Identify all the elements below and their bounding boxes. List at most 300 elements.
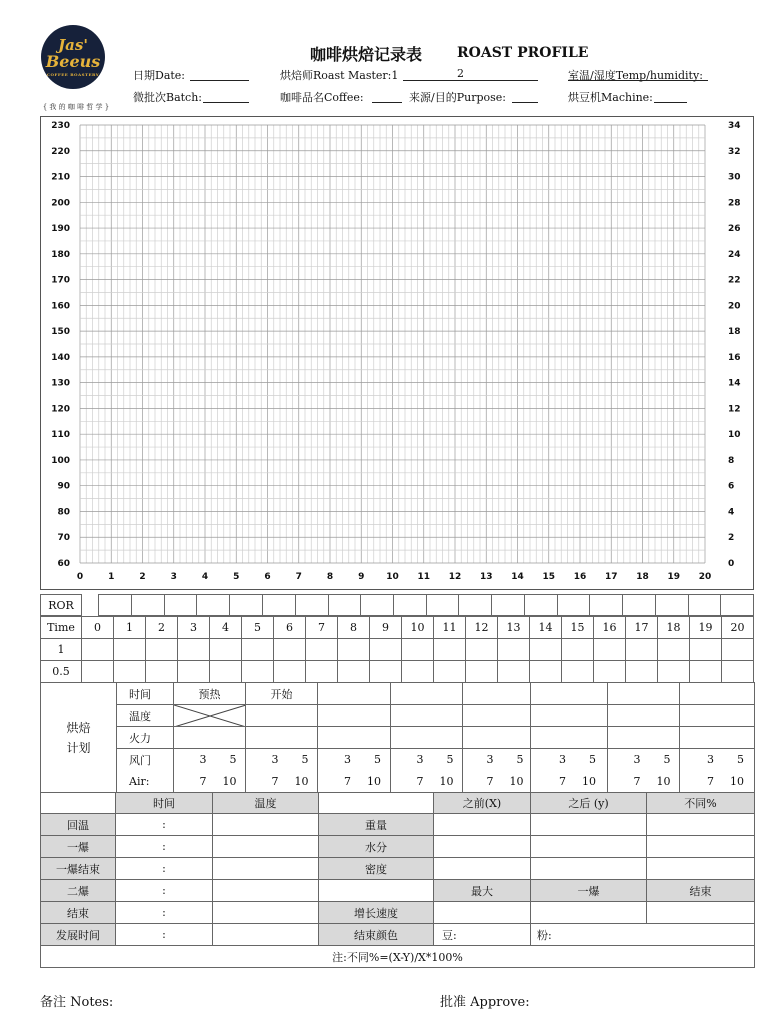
air-values-high: 10 [582,774,596,788]
air-values[interactable] [246,771,318,793]
ror-cell[interactable] [590,595,623,616]
room-temp-field[interactable] [568,80,708,81]
roast-plan-label-line2: 计划 [66,740,91,755]
ror-value-cell[interactable] [530,639,562,661]
ror-value-cell[interactable] [594,639,626,661]
ror-row-label-1: 1 [41,639,82,661]
x-tick-label: 16 [573,572,587,582]
x-tick-label: 11 [417,572,431,582]
formula-note: 注:不同%=(X-Y)/X*100% [41,946,755,968]
plan-fire-cell[interactable] [680,727,755,749]
measure-end-color: 结束颜色 [319,924,434,946]
ror-value-cell[interactable] [466,661,498,683]
plan-time-cell[interactable] [531,683,608,705]
y-right-tick-label: 32 [728,146,741,157]
x-tick-label: 13 [479,572,493,582]
air-values-high: 10 [509,774,524,788]
event-reheat: 回温 [41,814,116,836]
y-right-tick-label: 18 [728,327,741,338]
summary-col-temp: 温度 [213,793,319,814]
x-tick-label: 19 [667,572,681,582]
damper-values-high: 5 [374,753,381,767]
roast-master-2-label: 2 [457,67,464,80]
event-time-cell[interactable]: : [116,858,213,880]
x-tick-label: 8 [326,572,334,582]
plan-time-cell[interactable] [608,683,680,705]
plan-time-cell[interactable] [680,683,755,705]
y-right-tick-label: 20 [728,301,741,312]
col-end: 结束 [647,880,755,902]
y-left-tick-label: 150 [51,327,70,338]
summary-table [40,792,755,968]
logo-text-line3: COFFEE ROASTERY [46,72,100,77]
ror-value-cell[interactable] [338,661,370,683]
event-development-time: 发展时间 [41,924,116,946]
air-values-low: 7 [344,774,351,788]
ror-value-cell[interactable] [370,639,402,661]
ror-value-cell[interactable] [402,639,434,661]
y-left-tick-label: 60 [57,559,70,569]
ror-value-cell[interactable] [530,661,562,683]
time-header-18: 18 [658,617,690,639]
roast-plan-table [40,682,755,793]
ror-value-cell[interactable] [498,661,530,683]
damper-values-low: 3 [707,753,714,767]
ror-value-cell[interactable] [434,639,466,661]
damper-values-high: 5 [446,753,454,767]
air-values-low: 7 [416,774,424,788]
damper-values[interactable] [318,749,391,771]
coffee-label: 咖啡品名Coffee: [280,91,364,104]
ror-cell[interactable] [230,595,263,616]
x-tick-label: 17 [604,572,618,582]
ror-value-cell[interactable] [274,639,306,661]
x-tick-label: 15 [542,572,556,582]
air-values-low: 7 [199,774,207,788]
y-left-tick-label: 220 [51,146,70,157]
air-values[interactable] [391,771,463,793]
ror-cell [82,595,99,616]
damper-values-high: 5 [589,753,596,767]
plan-temp-cell[interactable] [463,705,531,727]
ror-cell[interactable] [525,595,558,616]
y-right-tick-label: 16 [728,352,741,363]
plan-preheat-temp-crossed [174,705,246,727]
time-table [40,616,754,683]
damper-values-low: 3 [486,753,494,767]
time-header-11: 11 [434,617,466,639]
event-second-crack: 二爆 [41,880,116,902]
ror-table [40,594,754,616]
x-tick-label: 3 [170,572,177,582]
time-header-15: 15 [562,617,594,639]
time-header-8: 8 [338,617,370,639]
plan-row-fire: 火力 [117,727,174,749]
time-label: Time [41,617,82,639]
roast-plan-label [41,683,117,793]
roast-chart [40,116,754,590]
page-title-en: ROAST PROFILE [457,45,589,61]
y-left-tick-label: 160 [51,301,70,312]
air-values[interactable] [531,771,608,793]
ror-value-cell[interactable] [146,639,178,661]
ror-value-cell[interactable] [306,639,338,661]
x-tick-label: 0 [76,572,84,582]
time-header-0: 0 [82,617,114,639]
roast-master-label: 烘焙师Roast Master:1 [280,69,399,82]
ror-value-cell[interactable] [626,661,658,683]
ror-value-cell[interactable] [146,661,178,683]
ror-cell[interactable] [296,595,329,616]
time-header-12: 12 [466,617,498,639]
y-right-tick-label: 22 [728,275,741,286]
batch-field[interactable] [203,102,249,103]
plan-fire-cell[interactable] [246,727,318,749]
y-right-tick-label: 4 [728,507,735,518]
y-right-tick-label: 6 [728,481,735,492]
air-values[interactable] [318,771,391,793]
event-time-cell[interactable]: : [116,924,213,946]
logo-tagline: { 我 的 咖 啡 哲 学 } [42,103,110,111]
air-values[interactable] [680,771,755,793]
measure-before-cell[interactable] [434,814,531,836]
ror-cell[interactable] [99,595,132,616]
event-temp-cell[interactable] [213,858,319,880]
time-header-1: 1 [114,617,146,639]
plan-temp-cell[interactable] [531,705,608,727]
y-left-tick-label: 180 [51,249,70,260]
ror-cell[interactable] [558,595,590,616]
y-right-tick-label: 14 [728,378,741,389]
plan-temp-cell[interactable] [318,705,391,727]
x-tick-label: 18 [636,572,649,582]
y-left-tick-label: 70 [57,533,70,544]
y-left-tick-label: 140 [51,352,70,363]
y-right-tick-label: 10 [728,430,741,441]
time-header-2: 2 [146,617,178,639]
damper-values-low: 3 [271,753,279,767]
machine-label: 烘豆机Machine: [568,91,653,104]
x-tick-label: 1 [108,572,115,582]
air-values[interactable] [463,771,531,793]
x-tick-label: 20 [698,572,712,582]
measure-after-cell[interactable] [531,836,647,858]
damper-values[interactable] [463,749,531,771]
y-right-tick-label: 0 [728,559,735,569]
damper-values[interactable] [680,749,755,771]
y-left-tick-label: 230 [51,121,70,131]
y-right-tick-label: 30 [728,172,741,183]
air-values-high: 10 [367,774,381,788]
damper-values-low: 3 [559,753,566,767]
air-values-low: 7 [559,774,566,788]
y-left-tick-label: 110 [51,430,70,441]
ror-value-cell[interactable] [274,661,306,683]
ror-value-cell[interactable] [242,661,274,683]
time-header-17: 17 [626,617,658,639]
plan-fire-cell[interactable] [608,727,680,749]
roast-master-field[interactable] [403,80,538,81]
air-values-low: 7 [486,774,494,788]
damper-values[interactable] [174,749,246,771]
ror-value-cell[interactable] [370,661,402,683]
ror-value-cell[interactable] [434,661,466,683]
col-first-crack: 一爆 [531,880,647,902]
plan-time-cell[interactable] [391,683,463,705]
time-header-16: 16 [594,617,626,639]
x-tick-label: 4 [201,572,209,582]
ror-value-cell[interactable] [114,639,146,661]
ror-value-cell[interactable] [178,639,210,661]
plan-temp-cell[interactable] [391,705,463,727]
measure-diff-cell[interactable] [647,858,755,880]
damper-values-high: 5 [737,753,744,767]
air-values-high: 10 [439,774,454,788]
ror-value-cell[interactable] [626,639,658,661]
ror-label: ROR [41,595,82,616]
time-header-3: 3 [178,617,210,639]
ror-cell[interactable] [623,595,656,616]
summary-col-time: 时间 [116,793,213,814]
ror-cell[interactable] [459,595,492,616]
plan-temp-cell[interactable] [680,705,755,727]
summary-col-after: 之后 (y) [531,793,647,814]
ror-cell[interactable] [492,595,525,616]
air-values-low: 7 [707,774,714,788]
page-title-cn: 咖啡烘焙记录表 [310,45,423,64]
measure-weight: 重量 [319,814,434,836]
growth-fc-cell[interactable] [531,902,647,924]
air-values-high: 10 [294,774,309,788]
time-header-6: 6 [274,617,306,639]
time-header-20: 20 [722,617,754,639]
measure-blank [319,880,434,902]
plan-fire-cell[interactable] [174,727,246,749]
damper-values[interactable] [531,749,608,771]
logo-text-line1: Jas' [58,36,88,54]
roast-plan-label-line1: 烘焙 [66,720,91,735]
approve-label: 批准 Approve: [440,995,530,1010]
damper-values-low: 3 [416,753,424,767]
damper-values-high: 5 [229,753,237,767]
ror-cell[interactable] [427,595,459,616]
x-tick-label: 5 [233,572,240,582]
damper-values-low: 3 [344,753,351,767]
y-right-tick-label: 2 [728,533,735,544]
growth-end-cell[interactable] [647,902,755,924]
event-temp-cell[interactable] [213,836,319,858]
event-first-crack: 一爆 [41,836,116,858]
damper-values[interactable] [246,749,318,771]
damper-values[interactable] [608,749,680,771]
notes-label: 备注 Notes: [40,995,114,1010]
ror-value-cell[interactable] [594,661,626,683]
event-end: 结束 [41,902,116,924]
growth-max-cell[interactable] [434,902,531,924]
damper-values-high: 5 [301,753,309,767]
ror-value-cell[interactable] [82,639,114,661]
air-values-high: 10 [656,774,671,788]
plan-start: 开始 [246,683,318,705]
ror-value-cell[interactable] [82,661,114,683]
event-temp-cell[interactable] [213,902,319,924]
ror-value-cell[interactable] [722,661,754,683]
air-values-low: 7 [271,774,279,788]
date-label: 日期Date: [133,69,186,82]
ror-value-cell[interactable] [690,661,722,683]
ror-value-cell[interactable] [466,639,498,661]
summary-col-diff: 不同% [647,793,755,814]
ror-cell[interactable] [361,595,394,616]
x-tick-label: 9 [358,572,365,582]
plan-preheat: 预热 [174,683,246,705]
x-tick-label: 2 [139,572,146,582]
y-left-tick-label: 200 [51,198,70,209]
y-right-tick-label: 24 [728,249,741,260]
brand-logo [38,22,114,117]
ror-cell[interactable] [689,595,721,616]
ror-value-cell[interactable] [658,661,690,683]
plan-row-time: 时间 [117,683,174,705]
y-right-tick-label: 12 [728,404,741,415]
end-color-bean[interactable]: 豆: [434,924,531,946]
ror-value-cell[interactable] [562,661,594,683]
x-tick-label: 6 [264,572,271,582]
y-left-tick-label: 90 [57,481,70,492]
ror-cell[interactable] [721,595,754,616]
damper-values[interactable] [391,749,463,771]
ror-value-cell[interactable] [402,661,434,683]
event-time-cell[interactable]: : [116,814,213,836]
ror-value-cell[interactable] [658,639,690,661]
ror-value-cell[interactable] [114,661,146,683]
y-right-tick-label: 26 [728,224,741,235]
y-right-tick-label: 28 [728,198,741,209]
cross-mark-icon [174,705,246,727]
y-right-tick-label: 8 [728,455,735,466]
time-header-9: 9 [370,617,402,639]
ror-cell[interactable] [132,595,165,616]
x-tick-label: 10 [386,572,399,582]
ror-cell[interactable] [165,595,197,616]
y-left-tick-label: 170 [51,275,70,286]
measure-after-cell[interactable] [531,858,647,880]
measure-diff-cell[interactable] [647,814,755,836]
ror-value-cell[interactable] [210,661,242,683]
end-color-powder[interactable]: 粉: [531,924,755,946]
event-temp-cell[interactable] [213,880,319,902]
time-header-4: 4 [210,617,242,639]
plan-time-cell[interactable] [318,683,391,705]
measure-after-cell[interactable] [531,814,647,836]
logo-text-line2: Beeus [45,52,101,71]
y-right-tick-label: 34 [728,121,741,131]
air-values-high: 10 [222,774,237,788]
plan-row-damper: 风门 [117,749,174,771]
time-header-5: 5 [242,617,274,639]
ror-cell[interactable] [394,595,427,616]
ror-value-cell[interactable] [242,639,274,661]
plan-fire-cell[interactable] [531,727,608,749]
plan-fire-cell[interactable] [318,727,391,749]
summary-corner [41,793,116,814]
ror-value-cell[interactable] [178,661,210,683]
x-tick-label: 14 [511,572,524,582]
ror-value-cell[interactable] [690,639,722,661]
event-time-cell[interactable]: : [116,880,213,902]
time-header-7: 7 [306,617,338,639]
ror-value-cell[interactable] [722,639,754,661]
event-time-cell[interactable]: : [116,902,213,924]
plan-fire-cell[interactable] [463,727,531,749]
plan-row-air: Air: [117,771,174,793]
measure-density: 密度 [319,858,434,880]
time-header-19: 19 [690,617,722,639]
air-values[interactable] [174,771,246,793]
time-header-13: 13 [498,617,530,639]
air-values-high: 10 [730,774,744,788]
event-temp-cell[interactable] [213,924,319,946]
plan-time-cell[interactable] [463,683,531,705]
measure-before-cell[interactable] [434,836,531,858]
ror-cell[interactable] [197,595,230,616]
ror-value-cell[interactable] [210,639,242,661]
measure-moisture: 水分 [319,836,434,858]
ror-value-cell[interactable] [306,661,338,683]
purpose-field[interactable] [512,102,538,103]
ror-value-cell[interactable] [498,639,530,661]
date-field[interactable] [190,80,249,81]
ror-cell[interactable] [329,595,361,616]
measure-diff-cell[interactable] [647,836,755,858]
machine-field[interactable] [654,102,687,103]
ror-value-cell[interactable] [338,639,370,661]
col-max: 最大 [434,880,531,902]
summary-blank-header [319,793,434,814]
ror-value-cell[interactable] [562,639,594,661]
measure-before-cell[interactable] [434,858,531,880]
damper-values-high: 5 [516,753,524,767]
room-temp-label: 室温/湿度Temp/humidity: [568,69,703,82]
air-values-low: 7 [633,774,641,788]
y-left-tick-label: 190 [51,224,70,235]
x-tick-label: 12 [448,572,462,582]
coffee-field[interactable] [372,102,402,103]
event-temp-cell[interactable] [213,814,319,836]
damper-values-low: 3 [199,753,207,767]
ror-row-label-05: 0.5 [41,661,82,683]
purpose-label: 来源/目的Purpose: [409,91,506,104]
damper-values-low: 3 [633,753,641,767]
time-header-10: 10 [402,617,434,639]
plan-temp-cell[interactable] [246,705,318,727]
y-left-tick-label: 80 [57,507,70,518]
y-left-tick-label: 130 [51,378,70,389]
ror-cell[interactable] [656,595,689,616]
ror-cell[interactable] [263,595,296,616]
batch-label: 微批次Batch: [133,91,203,104]
plan-temp-cell[interactable] [608,705,680,727]
y-left-tick-label: 120 [51,404,70,415]
y-left-tick-label: 210 [51,172,70,183]
plan-row-temp: 温度 [117,705,174,727]
event-time-cell[interactable]: : [116,836,213,858]
air-values[interactable] [608,771,680,793]
damper-values-high: 5 [663,753,671,767]
measure-growth-rate: 增长速度 [319,902,434,924]
plan-fire-cell[interactable] [391,727,463,749]
y-left-tick-label: 100 [51,455,70,466]
